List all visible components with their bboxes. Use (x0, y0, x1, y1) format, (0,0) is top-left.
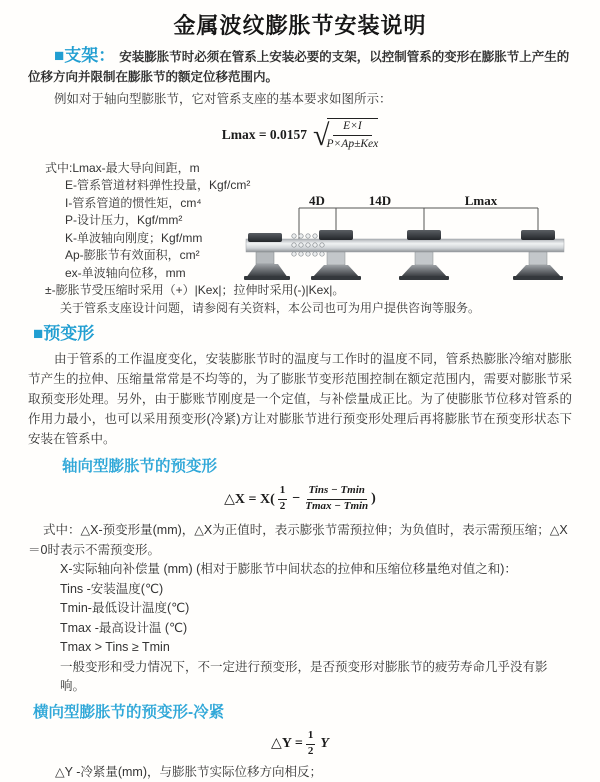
definition-line: 式中:Lmax-最大导向间距，m (45, 160, 600, 178)
preform-body-paragraph: 由于管系的工作温度变化，安装膨胀节时的温度与工作时的温度不同，管系热膨胀冷缩对膨胀节产生的拉伸、压缩量常常是不均等的，为了膨胀节变形范围控制在额定范围内，需要对膨胀节采取预变形处理。另外，由于膨账节刚度是一个定值，与补偿量成正比。为了使膨胀节位移对管系的作用力最小，也可以采用预变形(冷紧)方让对膨胀节进行预变形处理后再将膨胀节在预变形状态下安装在管系中。 (28, 349, 572, 449)
lmax-formula-numerator: E×I (333, 119, 372, 136)
lmax-formula (0, 116, 600, 154)
lateral-formula-lhs: △Y = (271, 735, 303, 752)
pipe-guide-support (513, 230, 563, 280)
support-intro-text: 安装膨胀节时必须在管系上安装必要的支架，以控制管系的变形在膨胀节上产生的位移方向并限制在膨胀节的额定位移范围内。 (28, 50, 569, 84)
axial-definitions-list (60, 560, 572, 697)
definition-line: Tmax -最高设计温 (℃) (60, 619, 572, 639)
definition-line: X-实际轴向补偿量 (mm) (相对于膨胀节中间状态的拉伸和压缩位移量绝对值之和)： (60, 560, 572, 580)
lmax-formula-lhs: Lmax = 0.0157 (222, 127, 307, 143)
lmax-formula-denominator: P×Ap±Kex (327, 136, 379, 152)
minus-operator: − (292, 491, 300, 507)
support-example-line: 例如对于轴向型膨胀节，它对管系支座的基本要求如图所示： (28, 90, 572, 110)
support-intro-paragraph (28, 46, 572, 87)
lateral-formula-rhs: Y (320, 736, 329, 752)
definition-line: I-管系管道的惯性矩，cm⁴ (45, 195, 600, 213)
axial-preform-formula (0, 483, 600, 515)
dim-label-14d: 14D (369, 193, 391, 208)
definition-line: P-设计压力，Kgf/mm² (45, 212, 600, 230)
axial-formula-rhs: ) (371, 491, 376, 507)
axial-formula-half-fraction: $\frac{1}{2}$ (278, 484, 288, 514)
radical-sign-icon: √ (313, 121, 329, 151)
definition-line: Ap-膨胀节有效面积，cm² (45, 247, 600, 265)
definition-line: Tins -安装温度(℃) (60, 580, 572, 600)
lmax-formula-fraction (327, 118, 379, 152)
axial-note-line: 一般变形和受力情况下，不一定进行预变形，是否预变形对膨胀节的疲劳寿命几乎没有影响。 (60, 658, 572, 697)
definition-line: ±-膨胀节受压缩时采用（+）|Kex|；拉伸时采用(-)|Kex|。 (45, 282, 600, 300)
axial-formula-lhs: △X = X( (224, 491, 275, 508)
dim-label-lmax: Lmax (465, 193, 498, 208)
definition-line: Tmax > Tins ≥ Tmin (60, 638, 572, 658)
lateral-formula-fraction: $\frac{1}{2}$ (306, 729, 316, 759)
pipe-support-diagram (244, 192, 600, 292)
dim-label-4d: 4D (309, 193, 325, 208)
axial-formula-temp-fraction: $\frac{\text{Tins − Tmin}}{Tmax - Tmin}$ (305, 484, 368, 514)
axial-preform-heading: 轴向型膨胀节的预变形 (62, 457, 600, 477)
support-note-line: 关于管系支座设计问题，请参阅有关资料，本公司也可为用户提供咨询等服务。 (45, 300, 600, 318)
definition-line: ex-单波轴向位移，mm (45, 265, 600, 283)
page-title: 金属波纹膨胀节安装说明 (0, 12, 600, 40)
definition-line: E-管系管道材料弹性投量，Kgf/cm² (45, 177, 600, 195)
pipe-guide-support (399, 230, 449, 280)
support-section-heading: ■支架： (54, 46, 115, 65)
definition-line: K-单波轴向刚度；Kgf/mm (45, 230, 600, 248)
preform-section-heading: ■预变形 (33, 323, 600, 345)
axial-explain-paragraph: 式中：△X-预变形量(mm)，△X为正值时，表示膨张节需预拉伸；为负值时，表示需预压缩；△X＝0时表示不需预变形。 (28, 521, 572, 560)
pipe-guide-support (311, 230, 361, 280)
document-page (0, 12, 600, 749)
definition-line: Tmin-最低设计温度(℃) (60, 599, 572, 619)
lateral-preform-heading: 横向型膨胀节的预变形-冷紧 (33, 703, 600, 723)
lateral-note-line: △Y -冷紧量(mm)，与膨胀节实际位移方向相反； (55, 763, 572, 782)
lateral-preform-formula (0, 731, 600, 757)
